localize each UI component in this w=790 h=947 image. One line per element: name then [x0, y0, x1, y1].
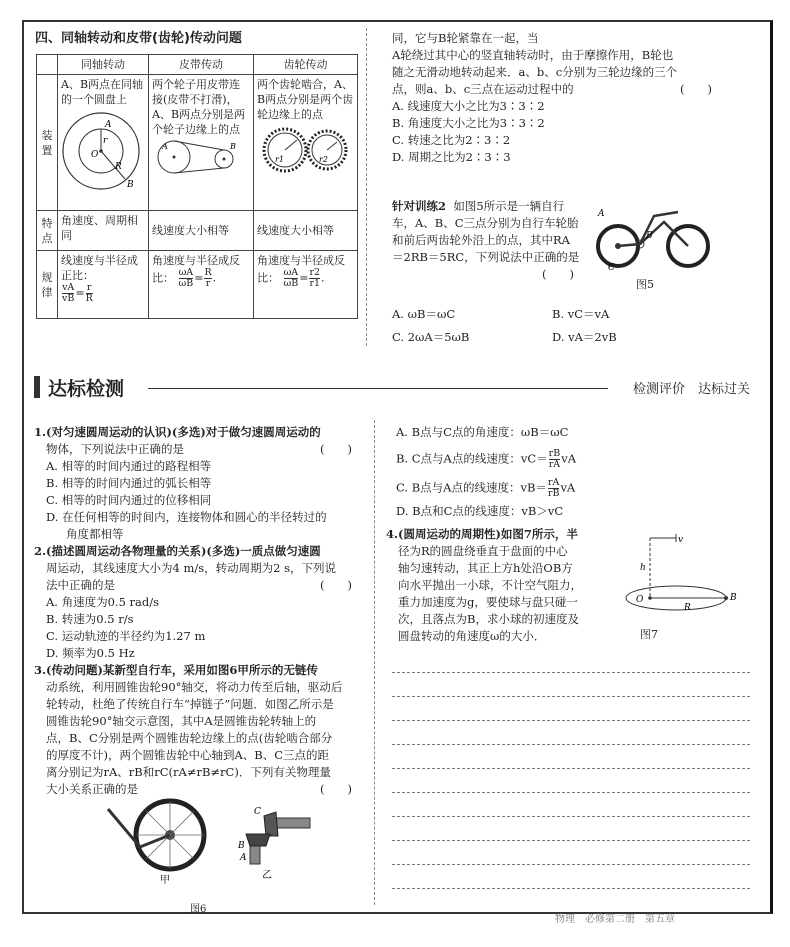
- rt-line-0: 同，它与B轮紧靠在一起，当: [392, 31, 539, 45]
- rule-gear-text: 角速度与半径成反比：: [257, 254, 345, 285]
- frac-r-R: $\frac{r}{R}$: [85, 282, 93, 304]
- training-option-C: C. 2ωA＝5ωB: [392, 330, 470, 344]
- col-header-belt: 皮带传动: [149, 55, 254, 75]
- answer-line: [392, 816, 750, 817]
- cell-feature-gear: 线速度大小相等: [254, 211, 358, 251]
- q4-stem-4: 重力加速度为g，要使球与盘只碰一: [398, 595, 578, 609]
- training-answer-paren: ( ): [542, 267, 574, 281]
- answer-line: [392, 888, 750, 889]
- training-line-3: ＝2RB＝5RC，下列说法中正确的是: [392, 250, 580, 264]
- q2-stem-row: [34, 577, 366, 594]
- q4-stem-6: 圆盘转动的角速度ω的大小．: [398, 629, 546, 643]
- q1-stem-row: [34, 441, 366, 458]
- answer-line: [392, 720, 750, 721]
- q2-answer-paren: ( ): [320, 578, 352, 592]
- fig5-label-B: B: [646, 231, 653, 241]
- q3-option-C: C. B点与A点的线速度：vB＝ $\frac{rA}{rB}$ vA: [396, 477, 576, 499]
- training-line-0: 如图5所示是一辆自行: [453, 199, 565, 213]
- right-top-block: [392, 30, 752, 166]
- rt-line-1: A轮绕过其中心的竖直轴转动时，由于摩擦作用，B轮也: [392, 48, 674, 62]
- frac-R-r: $\frac{R}{r}$: [204, 267, 212, 289]
- rt-answer-paren: ( ): [680, 82, 712, 96]
- training-option-B: B. vC＝vA: [552, 307, 610, 321]
- q2-option-D: D. 频率为0.5 Hz: [46, 646, 135, 660]
- q3-stem-2: 轮转动，杜绝了传统自行车“掉链子”问题．如图乙所示是: [46, 697, 334, 711]
- rt-line-2: 随之无滑动地转动起来．a、b、c分别为三轮边缘的三个: [392, 65, 678, 79]
- fig6-label-C: C: [254, 807, 261, 817]
- device-belt-text: 两个轮子用皮带连接(皮带不打滑)，A、B两点分别是两个轮子边缘上的点: [152, 78, 246, 136]
- training-label: 针对训练2: [392, 199, 447, 213]
- banner-line: [148, 388, 608, 389]
- banner-subtitle: 检测评价 达标过关: [632, 382, 750, 397]
- q3-stem-4: 点，B、C分别是两个圆锥齿轮边缘上的点(齿轮啮合部分: [46, 731, 333, 745]
- cell-device-gear: [254, 75, 358, 211]
- table-corner: [37, 55, 58, 75]
- label-r: r: [103, 136, 108, 146]
- page-footer: 物理 必修第二册 第五章: [555, 914, 675, 925]
- fig6-label-A: A: [240, 853, 247, 863]
- q4-stem-3: 向水平抛出一小球，不计空气阻力，: [398, 578, 582, 592]
- fig7-label-h: h: [640, 563, 646, 573]
- left-questions: [34, 424, 366, 798]
- belt-diagram: [152, 137, 244, 177]
- cell-feature-belt: 线速度大小相等: [149, 211, 254, 251]
- frac-r2-r1: $\frac{r2}{r1}$: [309, 267, 321, 289]
- training-line-1: 车，A、B、C三点分别为自行车轮胎: [392, 216, 579, 230]
- fig7-caption: 图7: [640, 628, 658, 641]
- cell-feature-coaxial: 角速度、周期相同: [58, 211, 149, 251]
- q4-stem-2: 轴匀速转动，其正上方h处沿OB方: [398, 561, 573, 575]
- answer-line: [392, 744, 750, 745]
- q1-option-A: A. 相等的时间内通过的路程相等: [46, 459, 212, 473]
- q1-option-B: B. 相等的时间内通过的弧长相等: [46, 476, 212, 490]
- col-header-gear: 齿轮传动: [254, 55, 358, 75]
- row-label-feature: 特点: [37, 211, 58, 251]
- device-coaxial-text: A、B两点在同轴的一个圆盘上: [61, 78, 144, 106]
- fig7-label-v: v: [678, 535, 684, 545]
- q4-stem-1: 径为R的圆盘绕垂直于盘面的中心: [398, 544, 568, 558]
- rt-option-D: D. 周期之比为2∶3∶3: [392, 150, 511, 164]
- q1-option-D-cont: 角度都相等: [66, 527, 124, 541]
- column-divider-top: [366, 28, 367, 346]
- label-B: B: [127, 180, 134, 190]
- cell-device-coaxial: [58, 75, 149, 211]
- frac-wA-wB-gear: $\frac{\omega A}{\omega B}$: [283, 267, 299, 289]
- cell-device-belt: [149, 75, 254, 211]
- q3: [34, 662, 366, 798]
- q3-option-D: D. B点和C点的线速度：vB＞vC: [396, 504, 564, 518]
- fig6-caption: 图6: [190, 904, 207, 915]
- q3-option-A: A. B点与C点的角速度：ωB＝ωC: [396, 425, 569, 439]
- q3-stem-3: 圆锥齿轮90°轴交示意图，其中A是圆锥齿轮转轴上的: [46, 714, 317, 728]
- column-divider-bottom: [374, 420, 375, 905]
- fig7-label-R: R: [684, 603, 691, 613]
- col-header-coaxial: 同轴转动: [58, 55, 149, 75]
- answer-line: [392, 840, 750, 841]
- fig7-label-O: O: [636, 595, 644, 605]
- banner-bar: [34, 376, 40, 398]
- q3-stem-1: 动系统，利用圆锥齿轮90°轴交，将动力传至后轴，驱动后: [46, 680, 343, 694]
- fig5-label-C: C: [608, 263, 615, 273]
- fig7-disk-diagram: [620, 530, 760, 630]
- rt-line-3-row: [392, 81, 752, 98]
- q2-stem-0: 2.(描述圆周运动各物理量的关系)(多选)一质点做匀速圆: [34, 544, 321, 558]
- q1-answer-paren: ( ): [320, 442, 352, 456]
- q2-option-C: C. 运动轨迹的半径约为1.27 m: [46, 629, 206, 643]
- label-R: R: [115, 162, 122, 172]
- section-title: 四、同轴转动和皮带(齿轮)传动问题: [35, 31, 242, 46]
- cell-rule-gear: 角速度与半径成反比： $\frac{\omega A}{\omega B}$ = $\frac{r2}{r1}$ .: [254, 251, 358, 319]
- q2-stem-1: 周运动，其线速度大小为4 m/s，转动周期为2 s，下列说: [46, 561, 337, 575]
- training-block: [392, 198, 602, 283]
- answer-line: [392, 768, 750, 769]
- training-option-A: A. ωB＝ωC: [392, 307, 456, 321]
- q2-option-B: B. 转速为0.5 r/s: [46, 612, 134, 626]
- q1: [34, 424, 366, 543]
- q3-stem-7: 大小关系正确的是: [46, 782, 138, 796]
- cell-rule-belt: 角速度与半径成反比： $\frac{\omega A}{\omega B}$ = $\frac{R}{r}$ .: [149, 251, 254, 319]
- gear-label-r2: r2: [319, 155, 328, 164]
- belt-label-B: B: [230, 142, 236, 151]
- rt-option-B: B. 角速度大小之比为3∶3∶2: [392, 116, 545, 130]
- q1-option-C: C. 相等的时间内通过的位移相同: [46, 493, 212, 507]
- label-O: O: [91, 150, 99, 160]
- fig6-bicycle-wheel: [100, 795, 220, 885]
- banner-title: 达标检测: [48, 378, 125, 400]
- q3-answer-paren: ( ): [320, 782, 352, 796]
- row-label-rule: 规律: [37, 251, 58, 319]
- q4-stem-5: 次，且落点为B，求小球的初速度及: [398, 612, 579, 626]
- q3-stem-5: 的厚度不计)，两个圆锥齿轮中心轴到A、B、C三点的距: [46, 748, 330, 762]
- q4: [386, 526, 608, 645]
- frac-wA-wB: $\frac{\omega A}{\omega B}$: [178, 267, 194, 289]
- q2-stem-2: 法中正确的是: [46, 578, 115, 592]
- cell-rule-coaxial: 线速度与半径成正比： $\frac{vA}{vB}$ = $\frac{r}{R}$: [58, 251, 149, 319]
- q1-option-D: D. 在任何相等的时间内，连接物体和圆心的半径转过的: [46, 510, 327, 524]
- gear-label-r1: r1: [275, 155, 284, 164]
- training-option-D: D. vA＝2vB: [552, 330, 617, 344]
- transmission-table: [36, 54, 358, 319]
- label-A: A: [105, 120, 112, 130]
- q3-option-B: B. C点与A点的线速度：vC＝ $\frac{rB}{rA}$ vA: [396, 448, 577, 470]
- q3-stem-6: 离分别记为rA、rB和rC(rA≠rB≠rC)．下列有关物理量: [46, 765, 331, 779]
- rt-line-3: 点，则a、b、c三点在运动过程中的: [392, 82, 574, 96]
- q1-stem-1: 物体，下列说法中正确的是: [46, 442, 184, 456]
- fig6-label-jia: 甲: [160, 875, 170, 885]
- answer-line: [392, 672, 750, 673]
- gear-diagram: [257, 122, 353, 178]
- rule-coaxial-text: 线速度与半径成正比：: [61, 254, 138, 282]
- device-gear-text: 两个齿轮啮合，A、B两点分别是两个齿轮边缘上的点: [257, 78, 354, 121]
- row-label-device: 装置: [37, 75, 58, 211]
- fig5-label-A: A: [598, 209, 605, 219]
- belt-label-A: A: [162, 142, 168, 151]
- coaxial-diagram: [61, 107, 141, 193]
- bicycle-figure: [594, 202, 714, 274]
- answer-line: [392, 864, 750, 865]
- fig5-caption: 图5: [636, 278, 654, 291]
- fig6-label-B: B: [238, 841, 245, 851]
- frac-vA-vB: $\frac{vA}{vB}$: [62, 282, 75, 304]
- q2-option-A: A. 角速度为0.5 rad/s: [46, 595, 160, 609]
- fig6-bevel-gears: [236, 806, 316, 881]
- q1-stem-0: 1.(对匀速圆周运动的认识)(多选)对于做匀速圆周运动的: [34, 425, 321, 439]
- fig7-label-B: B: [730, 593, 737, 603]
- section-banner: [30, 372, 760, 402]
- q2: [34, 543, 366, 662]
- training-line-2: 和前后两齿轮外沿上的点，其中RA: [392, 233, 570, 247]
- rt-option-A: A. 线速度大小之比为3∶3∶2: [392, 99, 545, 113]
- fig6-label-yi: 乙: [262, 870, 272, 881]
- answer-line: [392, 696, 750, 697]
- q3-stem-0: 3.(传动问题)某新型自行车，采用如图6甲所示的无链传: [34, 663, 318, 677]
- rule-belt-text: 角速度与半径成反比：: [152, 254, 240, 285]
- answer-line: [392, 792, 750, 793]
- q4-stem-0: 4.(圆周运动的周期性)如图7所示，半: [386, 527, 578, 541]
- rt-option-C: C. 转速之比为2∶3∶2: [392, 133, 511, 147]
